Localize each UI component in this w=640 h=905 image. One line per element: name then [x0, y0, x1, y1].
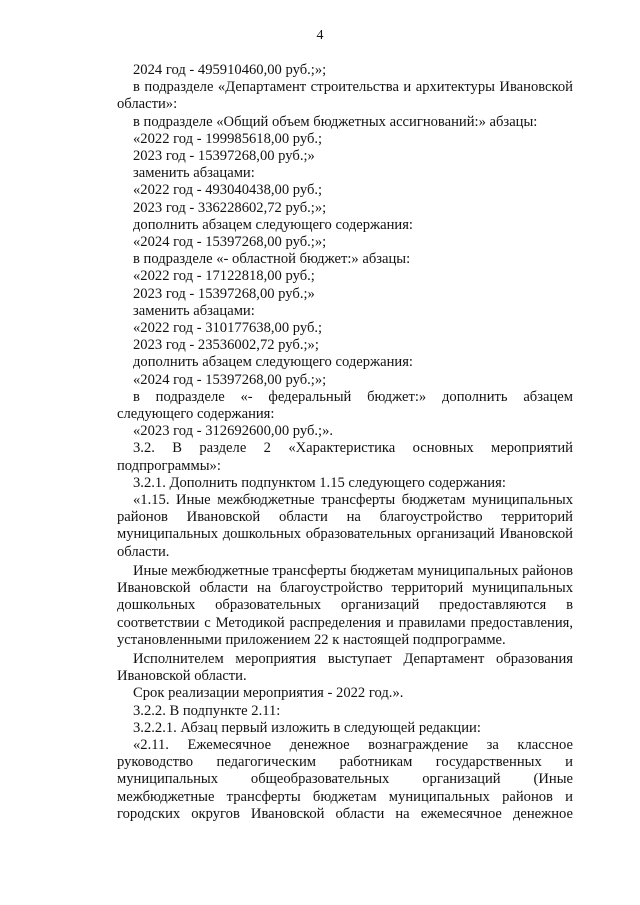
paragraph-5: 2023 год - 15397268,00 руб.;» [133, 148, 315, 165]
paragraph-19: в подразделе «- федеральный бюджет:» дополнить абзацем следующего содержания: [117, 388, 573, 423]
paragraph-15: «2022 год - 310177638,00 руб.; [133, 320, 323, 337]
paragraph-25: Исполнителем мероприятия выступает Департамент образования Ивановской области. [117, 650, 573, 685]
paragraph-21: 3.2. В разделе 2 «Характеристика основных мероприятий подпрограммы»: [117, 440, 573, 474]
page-number: 4 [316, 28, 324, 43]
paragraph-26: Срок реализации мероприятия - 2022 год.». [133, 685, 404, 702]
paragraph-27: 3.2.2. В подпункте 2.11: [133, 702, 281, 719]
paragraph-23: «1.15. Иные межбюджетные трансферты бюджетам муниципальных районов Ивановской области на благоустройство территорий муниципальных дошкольных образовательных организаций Ивановской области. [117, 492, 573, 560]
paragraph-12: «2022 год - 17122818,00 руб.; [133, 268, 315, 285]
paragraph-22: 3.2.1. Дополнить подпунктом 1.15 следующего содержания: [133, 474, 506, 491]
paragraph-1: 2024 год - 495910460,00 руб.;»; [133, 62, 327, 78]
paragraph-13: 2023 год - 15397268,00 руб.;» [133, 285, 315, 302]
paragraph-10: «2024 год - 15397268,00 руб.;»; [133, 234, 327, 251]
paragraph-18: «2024 год - 15397268,00 руб.;»; [133, 371, 327, 388]
paragraph-16: 2023 год - 23536002,72 руб.;»; [133, 337, 319, 354]
paragraph-24: Иные межбюджетные трансферты бюджетам муниципальных районов Ивановской области на благоустройство территорий муниципальных дошкольных образовательных организаций предоставляются в соответствии с Методикой распределения и правилами предоставления, установленными приложением 22 к настоящей подпрограмме. [117, 562, 573, 648]
paragraph-2: в подразделе «Департамент строительства и архитектуры Ивановской области»: [117, 79, 573, 113]
paragraph-29: «2.11. Ежемесячное денежное вознаграждение за классное руководство педагогическим работникам государственных и муниципальных общеобразовательных организаций (Иные межбюджетные трансферты бюджетам муниципальных районов и городских округов Ивановской области на ежемесячное денежное [117, 736, 573, 822]
paragraph-7: «2022 год - 493040438,00 руб.; [133, 182, 323, 199]
paragraph-8: 2023 год - 336228602,72 руб.;»; [133, 199, 327, 216]
paragraph-11: в подразделе «- областной бюджет:» абзацы: [133, 251, 411, 268]
paragraph-28: 3.2.2.1. Абзац первый изложить в следующей редакции: [133, 719, 481, 736]
paragraph-20: «2023 год - 312692600,00 руб.;». [133, 423, 334, 440]
paragraph-6: заменить абзацами: [133, 165, 255, 182]
paragraph-3: в подразделе «Общий объем бюджетных ассигнований:» абзацы: [133, 113, 538, 130]
paragraph-4: «2022 год - 199985618,00 руб.; [133, 130, 323, 147]
paragraph-14: заменить абзацами: [133, 302, 255, 319]
document-body [117, 62, 573, 823]
paragraph-17: дополнить абзацем следующего содержания: [133, 354, 413, 371]
paragraph-9: дополнить абзацем следующего содержания: [133, 216, 413, 233]
